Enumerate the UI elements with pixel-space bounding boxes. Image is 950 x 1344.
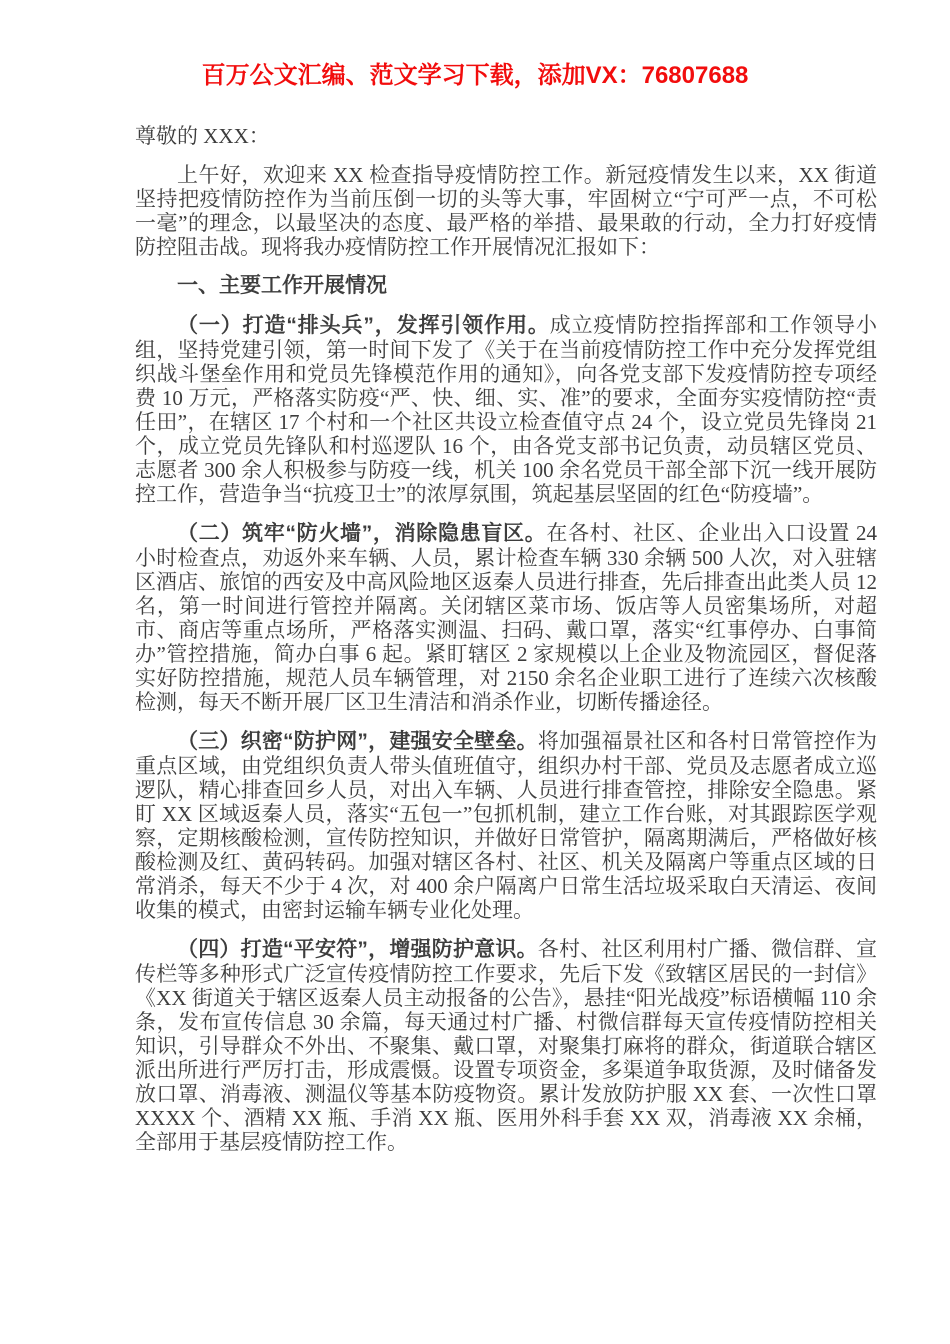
- promo-banner-text: 百万公文汇编、范文学习下载，添加VX：76807688: [201, 62, 749, 89]
- document-body: [135, 124, 877, 1154]
- subsection-3-body: 将加强福景社区和各村日常管控作为重点区域，由党组织负责人带头值班值守，组织办村干部、党员及志愿者成立巡逻队，精心排查回乡人员，对出入车辆、人员进行排查管控，排除安全隐患。紧盯 XX 区域返秦人员，落实“五包一”包抓机制，建立工作台账，对其跟踪医学观察，定期核酸检测，宣传防控知识，并做好日常管护，隔离期满后，严格做好核酸检测及红、黄码转码。加强对辖区各村、社区、机关及隔离户等重点区域的日常消杀，每天不少于 4 次，对 400 余户隔离户日常生活垃圾采取白天清运、夜间收集的模式，由密封运输车辆专业化处理。: [135, 729, 878, 922]
- subsection-4: [135, 937, 877, 1154]
- subsection-1: [135, 313, 877, 506]
- subsection-2-body: 在各村、社区、企业出入口设置 24 小时检查点，劝返外来车辆、人员，累计检查车辆 330 余辆 500 人次，对入驻辖区酒店、旅馆的西安及中高风险地区返秦人员进行排查，先后排查出此类人员 12 名，第一时间进行管控并隔离。关闭辖区菜市场、饭店等人员密集场所，对超市、商店等重点场所，严格落实测温、扫码、戴口罩，落实“红事停办、白事简办”管控措施，简办白事 6 起。紧盯辖区 2 家规模以上企业及物流园区，督促落实好防控措施，规范人员车辆管理，对 2150 余名企业职工进行了连续六次核酸检测，每天不断开展厂区卫生清洁和消杀作业，切断传播途径。: [135, 521, 878, 714]
- subsection-4-body: 各村、社区利用村广播、微信群、宣传栏等多种形式广泛宣传疫情防控工作要求，先后下发《致辖区居民的一封信》《XX 街道关于辖区返秦人员主动报备的公告》，悬挂“阳光战疫”标语横幅 110 余条，发布宣传信息 30 余篇，每天通过村广播、村微信群每天宣传疫情防控相关知识，引导群众不外出、不聚集、戴口罩，对聚集打麻将的群众，街道联合辖区派出所进行严厉打击，形成震慑。设置专项资金，多渠道争取货源，及时储备发放口罩、消毒液、测温仪等基本防疫物资。累计发放防护服 XX 套、一次性口罩 XXXX 个、酒精 XX 瓶、手消 XX 瓶、医用外科手套 XX 双，消毒液 XX 余桶，全部用于基层疫情防控工作。: [135, 937, 878, 1154]
- subsection-3-lead: （三）织密“防护网”，建强安全壁垒。: [177, 730, 538, 753]
- subsection-1-body: 成立疫情防控指挥部和工作领导小组，坚持党建引领，第一时间下发了《关于在当前疫情防控工作中充分发挥党组织战斗堡垒作用和党员先锋模范作用的通知》，向各党支部下发疫情防控专项经费 10 万元，严格落实防疫“严、快、细、实、准”的要求，全面夯实疫情防控“责任田”，在辖区 17 个村和一个社区共设立检查值守点 24 个，设立党员先锋岗 21 个，成立党员先锋队和村巡逻队 16 个，由各党支部书记负责，动员辖区党员、志愿者 300 余人积极参与防疫一线，机关 100 余名党员干部全部下沉一线开展防控工作，营造争当“抗疫卫士”的浓厚氛围，筑起基层坚固的红色“防疫墙”。: [135, 313, 877, 506]
- salutation: 尊敬的 XXX：: [135, 124, 270, 148]
- subsection-1-lead: （一）打造“排头兵”，发挥引领作用。: [177, 314, 550, 337]
- subsection-4-lead: （四）打造“平安符”，增强防护意识。: [177, 938, 538, 961]
- opening-paragraph: 上午好，欢迎来 XX 检查指导疫情防控工作。新冠疫情发生以来，XX 街道坚持把疫情防控作为当前压倒一切的头等大事，牢固树立“宁可严一点，不可松一毫”的理念，以最坚决的态度、最严格的举措、最果敢的行动，全力打好疫情防控阻击战。现将我办疫情防控工作开展情况汇报如下：: [135, 163, 877, 259]
- section-heading: 一、主要工作开展情况: [177, 274, 387, 297]
- subsection-3: [135, 729, 877, 922]
- subsection-2-lead: （二）筑牢“防火墙”，消除隐患盲区。: [177, 522, 547, 545]
- promo-banner: [0, 0, 950, 90]
- subsection-2: [135, 521, 877, 714]
